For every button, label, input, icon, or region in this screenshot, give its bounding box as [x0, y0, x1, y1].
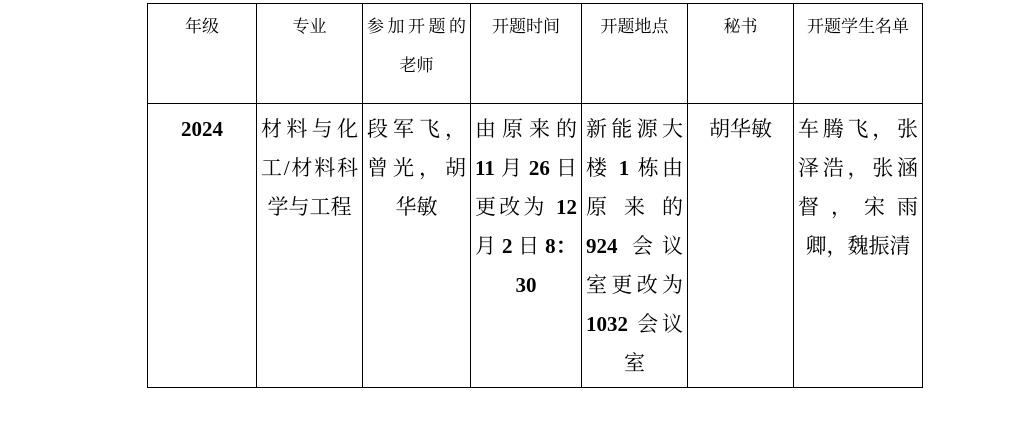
header-secretary: 秘书	[688, 4, 794, 104]
cell-grade: 2024	[148, 104, 257, 388]
proposal-schedule-table	[147, 3, 923, 388]
header-row	[148, 4, 923, 104]
cell-teachers: 段军飞，曾光，胡华敏	[363, 104, 471, 388]
cell-secretary: 胡华敏	[688, 104, 794, 388]
cell-students: 车腾飞，张泽浩，张涵督，宋雨卿，魏振清	[794, 104, 923, 388]
header-students: 开题学生名单	[794, 4, 923, 104]
header-time: 开题时间	[471, 4, 582, 104]
header-location: 开题地点	[582, 4, 688, 104]
header-teachers: 参加开题的老师	[363, 4, 471, 104]
cell-major: 材料与化工/材料科学与工程	[257, 104, 363, 388]
cell-location: 新能源大楼 1 栋由原来的 924 会议室更改为 1032 会议室	[582, 104, 688, 388]
table-row	[148, 104, 923, 388]
header-grade: 年级	[148, 4, 257, 104]
cell-time: 由原来的 11 月 26 日更改为 12 月 2 日 8：30	[471, 104, 582, 388]
header-major: 专业	[257, 4, 363, 104]
